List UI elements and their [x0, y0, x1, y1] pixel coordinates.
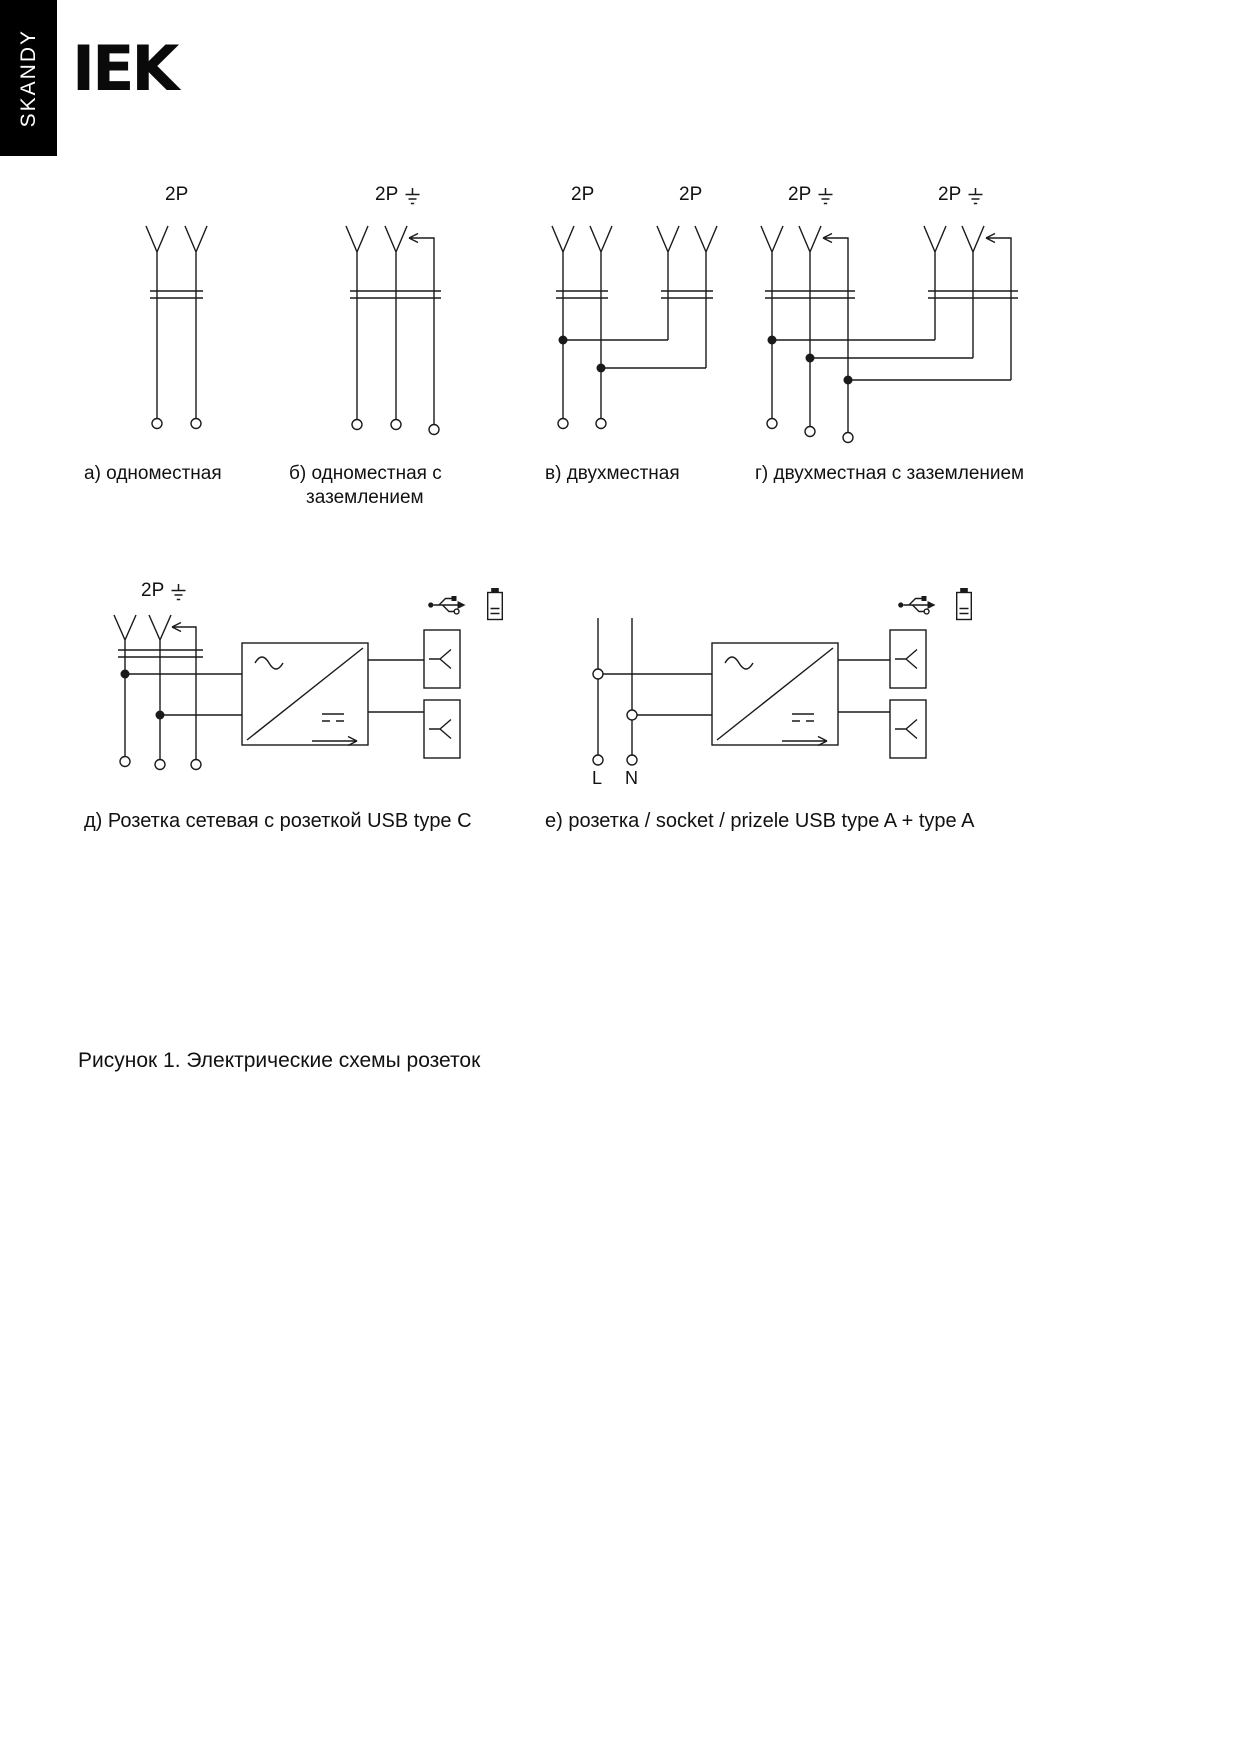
contact-forks-and-body: [761, 226, 855, 426]
diagram-c-pole-label-left: [571, 185, 594, 206]
diagram-a-pole-label: [165, 185, 188, 206]
contact-forks-and-body: [114, 615, 203, 759]
ground-contact-arrow: [409, 234, 434, 425]
diagram-d-schematic: [761, 226, 1018, 443]
terminal-circle: [805, 427, 815, 437]
diagram-d-caption: г) двухместная с заземлением: [755, 463, 1025, 484]
diagram-c-caption: в) двухместная: [545, 463, 680, 484]
usb-port: [890, 630, 926, 688]
link-wires: [563, 340, 706, 368]
terminal-circle: [391, 420, 401, 430]
diagram-e-caption: д) Розетка сетевая с розеткой USB type C: [84, 810, 472, 832]
supply-lines: [598, 618, 632, 755]
link-wires: [125, 674, 242, 715]
earth-ground-icon: [404, 187, 421, 207]
acdc-converter: [712, 643, 838, 746]
junction-dot: [156, 711, 165, 720]
contact-forks-and-body: [552, 226, 612, 418]
diagram-b-pole-label: [375, 185, 421, 207]
diagram-b-schematic: [346, 226, 441, 435]
diagram-f-caption: е) розетка / socket / prizele USB type A + type A: [545, 810, 975, 832]
link-wires: [603, 674, 712, 715]
terminal-circle: [558, 419, 568, 429]
pole-text: 2P: [375, 184, 399, 205]
iek-logo: IEK: [72, 32, 177, 105]
usb-icon: [898, 596, 935, 614]
pole-text: 2P: [679, 184, 703, 205]
terminal-circle: [191, 760, 201, 770]
junction-dot: [844, 376, 853, 385]
diagram-d-pole-label-right: [938, 185, 984, 207]
usb-port: [890, 700, 926, 758]
diagram-e-schematic: [114, 588, 502, 770]
terminal-circle: [843, 433, 853, 443]
contact-forks-and-body: [346, 226, 441, 419]
pole-text: 2P: [141, 580, 165, 601]
usb-port: [424, 630, 460, 688]
ground-contact-arrow: [172, 623, 196, 760]
diagram-a-caption: а) одноместная: [84, 463, 222, 484]
diagram-e-pole-label: [141, 581, 187, 603]
junction-dot: [806, 354, 815, 363]
terminal-circle: [627, 755, 637, 765]
link-wires: [368, 660, 424, 712]
earth-ground-icon: [170, 583, 187, 603]
terminal-circle: [152, 419, 162, 429]
terminal-circle: [352, 420, 362, 430]
terminal-circle: [593, 755, 603, 765]
battery-icon: [488, 588, 503, 620]
usb-port: [424, 700, 460, 758]
pole-text: 2P: [165, 184, 189, 205]
terminal-circle: [767, 419, 777, 429]
link-wires: [838, 660, 890, 712]
terminal-l-label: L: [592, 768, 603, 788]
diagram-a-schematic: [146, 226, 207, 429]
earth-ground-icon: [967, 187, 984, 207]
terminal-circle: [627, 710, 637, 720]
battery-icon: [957, 588, 972, 620]
diagram-b-caption: [289, 462, 442, 511]
contact-forks-and-body: [924, 226, 1018, 358]
pole-text: 2P: [788, 184, 812, 205]
terminal-circle: [120, 757, 130, 767]
terminal-circle: [596, 419, 606, 429]
terminal-n-label: N: [625, 768, 638, 788]
terminal-circle: [593, 669, 603, 679]
terminal-circle: [191, 419, 201, 429]
usb-icon: [428, 596, 465, 614]
junction-dot: [597, 364, 606, 373]
caption-line: б) одноместная с: [289, 463, 442, 484]
diagram-c-pole-label-right: [679, 185, 702, 206]
junction-dot: [768, 336, 777, 345]
terminal-circle: [155, 760, 165, 770]
pole-text: 2P: [938, 184, 962, 205]
ground-contact-arrow: [823, 234, 848, 433]
junction-dot: [121, 670, 130, 679]
diagram-d-pole-label-left: [788, 185, 834, 207]
earth-ground-icon: [817, 187, 834, 207]
ground-contact-arrow: [986, 234, 1011, 381]
figure-caption: Рисунок 1. Электрические схемы розеток: [78, 1049, 481, 1072]
series-name: SKANDY: [16, 28, 40, 128]
acdc-converter: [242, 643, 368, 746]
caption-line: заземлением: [306, 487, 424, 509]
diagram-f-schematic: [593, 588, 971, 765]
junction-dot: [559, 336, 568, 345]
diagram-c-schematic: [552, 226, 717, 429]
contact-forks-and-body: [657, 226, 717, 368]
contact-forks-and-body: [146, 226, 207, 418]
pole-text: 2P: [571, 184, 595, 205]
terminal-circle: [429, 425, 439, 435]
